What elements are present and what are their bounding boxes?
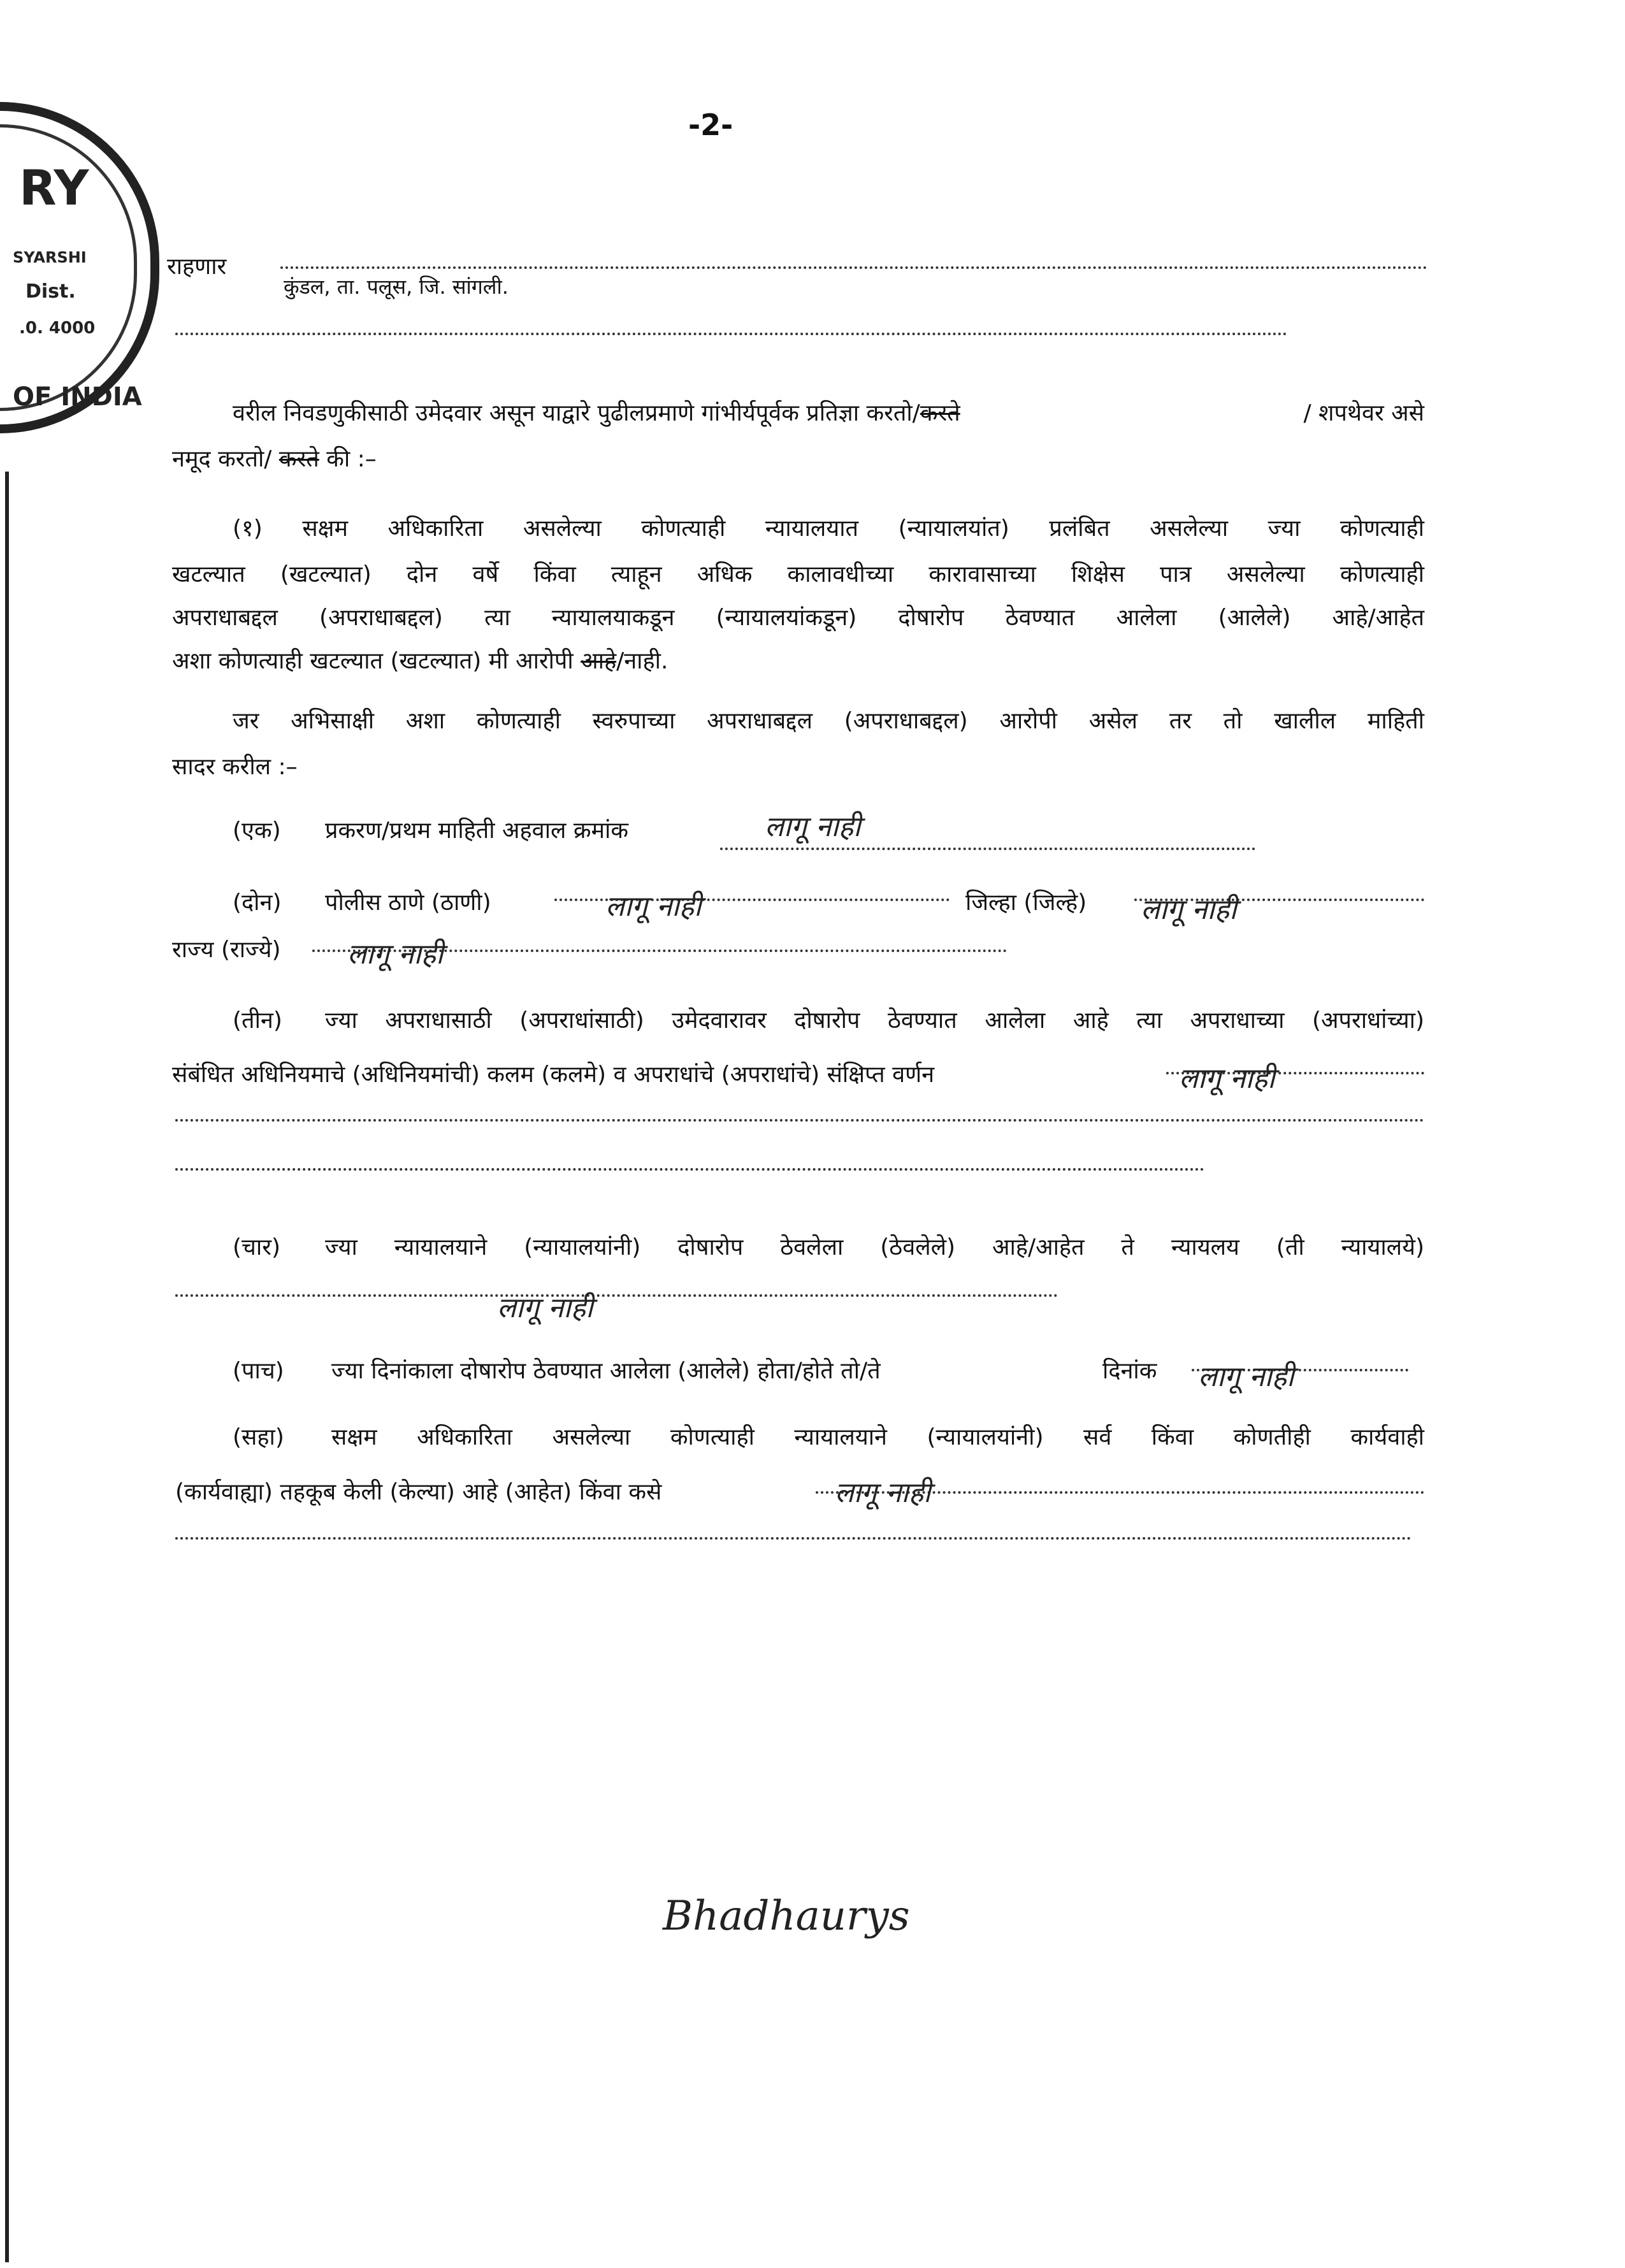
item-don-label-3: राज्य (राज्ये): [172, 937, 281, 963]
item-char-num: (चार): [233, 1234, 280, 1260]
item-teen-num: (तीन): [233, 1008, 282, 1034]
stamp-text-top: RY: [19, 159, 89, 216]
clause1-line-4: [172, 646, 1064, 677]
item-saha-answer: लागू नाही: [835, 1477, 931, 1509]
residence-value: कुंडल, ता. पलूस, जि. सांगली.: [284, 275, 509, 299]
item-saha-dots-2: [175, 1537, 1412, 1540]
residence-label: राहणार: [167, 254, 227, 280]
condition-line-2: सादर करील :–: [172, 754, 298, 780]
clause1-line-2: खटल्यात (खटल्यात) दोन वर्षे किंवा त्याहून अधिक कालावधीच्या कारावासाच्या शिक्षेस पात्र असलेल्या कोणत्याही: [172, 561, 1424, 588]
stamp-text-bottom: OF INDIA: [13, 382, 142, 412]
item-ek-answer: लागू नाही: [765, 811, 861, 843]
item-pach-num: (पाच): [233, 1358, 284, 1384]
item-don-num: (दोन): [233, 890, 282, 916]
intro-text-1b: / शपथेवर असे: [1303, 400, 1424, 426]
item-saha-line-2: (कार्यवाह्या) तहकूब केली (केल्या) आहे (आहेत) किंवा कसे: [175, 1479, 662, 1505]
intro-text-2b: की :–: [326, 446, 377, 472]
clause1-text-4b: /नाही.: [616, 648, 668, 674]
stamp-text-mid-3: .0. 4000: [19, 319, 96, 338]
item-char-line-1: ज्या न्यायालयाने (न्यायालयांनी) दोषारोप ठेवलेला (ठेवलेले) आहे/आहेत ते न्यायलय (ती न्यायालये): [325, 1234, 1424, 1260]
item-don-label: पोलीस ठाणे (ठाणी): [325, 890, 491, 916]
item-char-answer: लागू नाही: [497, 1292, 593, 1324]
item-don-answer-2: लागू नाही: [1141, 893, 1237, 926]
item-teen-line-1: ज्या अपराधासाठी (अपराधांसाठी) उमेदवारावर दोषारोप ठेवण्यात आलेला आहे त्या अपराधाच्या (अपराधांच्या): [325, 1008, 1424, 1034]
item-ek-num: (एक): [233, 818, 281, 844]
condition-line-1: जर अभिसाक्षी अशा कोणत्याही स्वरुपाच्या अपराधाबद्दल (अपराधाबद्दल) आरोपी असेल तर तो खालील माहिती: [233, 708, 1424, 734]
intro-line-2: [172, 444, 809, 475]
clause1-line-1: (१) सक्षम अधिकारिता असलेल्या कोणत्याही न्यायालयात (न्यायालयांत) प्रलंबित असलेल्या ज्या कोणत्याही: [233, 516, 1424, 542]
intro-strike-2: करते: [278, 446, 319, 472]
intro-text-1a: वरील निवडणुकीसाठी उमेदवार असून याद्वारे पुढीलप्रमाणे गांभीर्यपूर्वक प्रतिज्ञा करतो/: [233, 400, 920, 426]
margin-line: [5, 472, 9, 2262]
signature: Bhadhaurys: [663, 1893, 910, 1940]
residence-dots-2: [175, 333, 1287, 335]
page-number: -2-: [688, 108, 733, 142]
item-ek-label: प्रकरण/प्रथम माहिती अहवाल क्रमांक: [325, 818, 629, 844]
item-teen-line-2: संबंधित अधिनियमाचे (अधिनियमांची) कलम (कलमे) व अपराधांचे (अपराधांचे) संक्षिप्त वर्णन: [172, 1062, 935, 1088]
clause1-text-4a: अशा कोणत्याही खटल्यात (खटल्यात) मी आरोपी: [172, 648, 581, 674]
item-pach-line-1: ज्या दिनांकाला दोषारोप ठेवण्यात आलेला (आलेले) होता/होते तो/ते: [331, 1358, 881, 1384]
item-don-label-2: जिल्हा (जिल्हे): [965, 890, 1087, 916]
item-pach-answer: लागू नाही: [1198, 1361, 1294, 1393]
item-don-answer-1: लागू नाही: [605, 890, 702, 923]
item-teen-answer: लागू नाही: [1179, 1062, 1275, 1095]
stamp-text-mid-2: Dist.: [25, 280, 76, 303]
residence-dots: [280, 266, 1427, 269]
item-saha-line-1: सक्षम अधिकारिता असलेल्या कोणत्याही न्यायालयाने (न्यायालयांनी) सर्व किंवा कोणतीही कार्यवाही: [331, 1424, 1424, 1450]
item-pach-label-2: दिनांक: [1102, 1358, 1157, 1384]
clause1-strike: आहे: [581, 648, 617, 674]
intro-text-2a: नमूद करतो/: [172, 446, 272, 472]
intro-line-1: [233, 398, 1424, 429]
item-teen-dots-3: [175, 1168, 1204, 1171]
item-saha-num: (सहा): [233, 1424, 284, 1450]
item-don-answer-3: लागू नाही: [347, 938, 444, 971]
item-ek-dots: [720, 848, 1255, 850]
clause1-line-3: अपराधाबद्दल (अपराधाबद्दल) त्या न्यायालयाकडून (न्यायालयांकडून) दोषारोप ठेवण्यात आलेला (आलेले) आहे/आहेत: [172, 605, 1424, 631]
stamp-text-mid-1: SYARSHI: [13, 249, 87, 266]
intro-strike-1: करते: [920, 400, 960, 426]
item-char-dots: [175, 1294, 1058, 1297]
item-teen-dots-2: [175, 1119, 1424, 1122]
